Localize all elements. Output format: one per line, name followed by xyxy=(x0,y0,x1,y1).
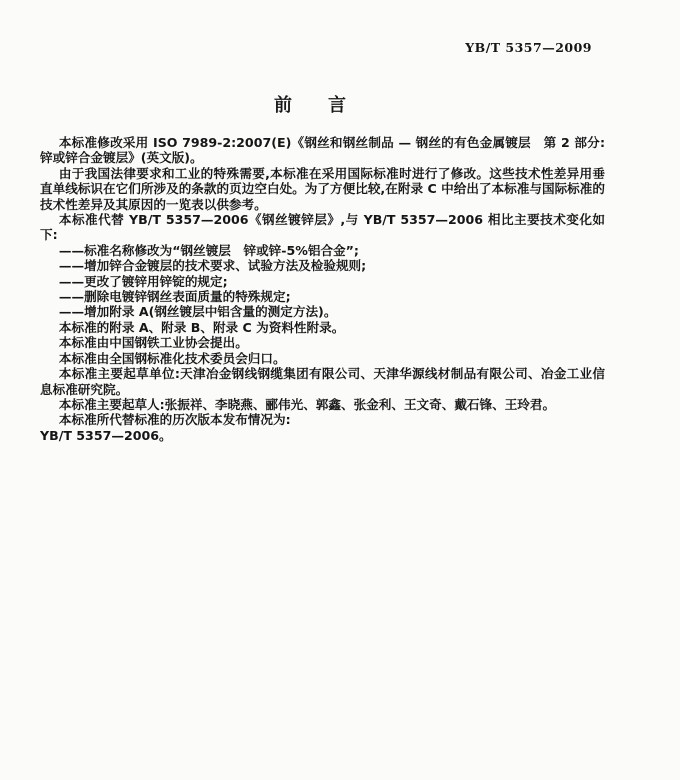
para-drafters: 本标准主要起草人:张振祥、李晓燕、郦伟光、郭鑫、张金利、王文奇、戴石锋、王玲君。 xyxy=(58,396,556,412)
para-proposed-by: 本标准由中国钢铁工业协会提出。 xyxy=(58,335,248,351)
para-modifications-notice: 由于我国法律要求和工业的特殊需要,本标准在采用国际标准时进行了修改。这些技术性差异用垂直单线标识在它们所涉及的条款的页边空白处。为了方便比较,在附录 C 中给出了本标准与国际标准的技术性差异及其原因的一览表以供参考。 xyxy=(40,165,605,212)
para-replaces-previous-standard: 本标准代替 YB/T 5357—2006《钢丝镀锌层》,与 YB/T 5357—2006 相比主要技术变化如下: xyxy=(40,212,605,243)
change-list-item: ——标准名称修改为“钢丝镀层 锌或锌-5%铝合金”; xyxy=(58,242,359,258)
para-informative-annexes: 本标准的附录 A、附录 B、附录 C 为资料性附录。 xyxy=(58,319,345,335)
change-list-item: ——增加附录 A(钢丝镀层中铝含量的测定方法)。 xyxy=(58,304,337,320)
page-title: 前 言 xyxy=(274,95,346,116)
change-list-item: ——增加锌合金镀层的技术要求、试验方法及检验规则; xyxy=(58,258,367,274)
standard-number-header: YB/T 5357—2009 xyxy=(465,40,592,55)
para-adoption-iso: 本标准修改采用 ISO 7989-2:2007(E)《钢丝和钢丝制品 — 钢丝的有色金属镀层 第 2 部分:锌或锌合金镀层》(英文版)。 xyxy=(40,135,605,166)
para-drafting-organizations: 本标准主要起草单位:天津冶金钢线钢缆集团有限公司、天津华源线材制品有限公司、冶金工业信息标准研究院。 xyxy=(40,366,605,397)
para-previous-editions-intro: 本标准所代替标准的历次版本发布情况为: xyxy=(58,412,291,428)
change-list-item: ——更改了镀锌用锌锭的规定; xyxy=(58,273,228,289)
para-centralized-by: 本标准由全国钢标准化技术委员会归口。 xyxy=(58,350,286,366)
para-previous-edition: YB/T 5357—2006。 xyxy=(40,427,172,443)
change-list-item: ——删除电镀锌钢丝表面质量的特殊规定; xyxy=(58,289,291,305)
foreword-body xyxy=(40,135,605,443)
